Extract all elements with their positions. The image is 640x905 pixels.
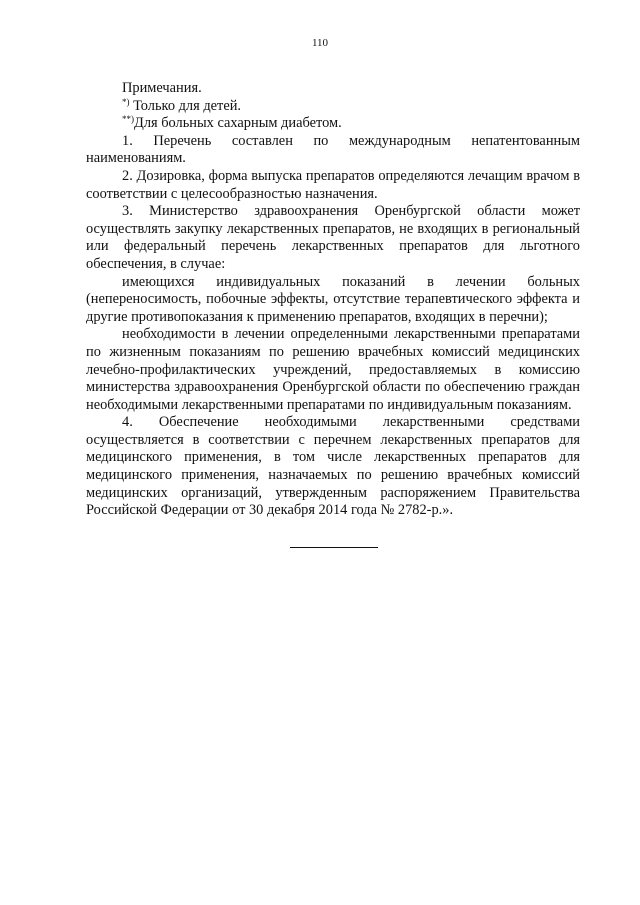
page-number: 110 (311, 37, 329, 49)
paragraph-1: 1. Перечень составлен по международным непатентованным наименованиям. (86, 132, 580, 167)
paragraph-2: 2. Дозировка, форма выпуска препаратов определяются лечащим врачом в соответствии с целесообразностью назначения. (86, 167, 580, 202)
document-body (86, 80, 580, 520)
footnote-children (86, 98, 580, 116)
paragraph-3-case-a: имеющихся индивидуальных показаний в лечении больных (непереносимость, побочные эффекты, отсутствие терапевтического эффекта и другие противопоказания к применению препаратов, входящих в перечни); (86, 273, 580, 325)
footnote-text: Для больных сахарным диабетом. (134, 115, 342, 132)
notes-heading: Примечания. (122, 80, 202, 96)
end-divider (290, 547, 378, 548)
paragraph-3: 3. Министерство здравоохранения Оренбургской области может осуществлять закупку лекарственных препаратов, не входящих в региональный или федеральный перечень лекарственных препаратов для льготного обеспечения, в случае: (86, 203, 580, 272)
footnote-mark: **) (122, 114, 134, 125)
paragraph-3-case-b: необходимости в лечении определенными лекарственными препаратами по жизненным показаниям по решению врачебных комиссий медицинских лечебно-профилактических учреждений, предоставляемых в комиссию министерства здравоохранения Оренбургской области по обеспечению граждан необходимыми лекарственными препаратами по индивидуальным показаниям. (86, 326, 580, 413)
paragraph-4: 4. Обеспечение необходимыми лекарственными средствами осуществляется в соответствии с перечнем лекарственных препаратов для медицинского применения, в том числе лекарственных препаратов для медицинского применения, назначаемых по решению врачебных комиссий медицинских организаций, утвержденным распоряжением Правительства Российской Федерации от 30 декабря 2014 года № 2782-р.». (86, 414, 580, 519)
footnote-text: Только для детей. (129, 97, 242, 114)
footnote-diabetes (86, 115, 580, 133)
footnote-mark: *) (122, 96, 130, 107)
